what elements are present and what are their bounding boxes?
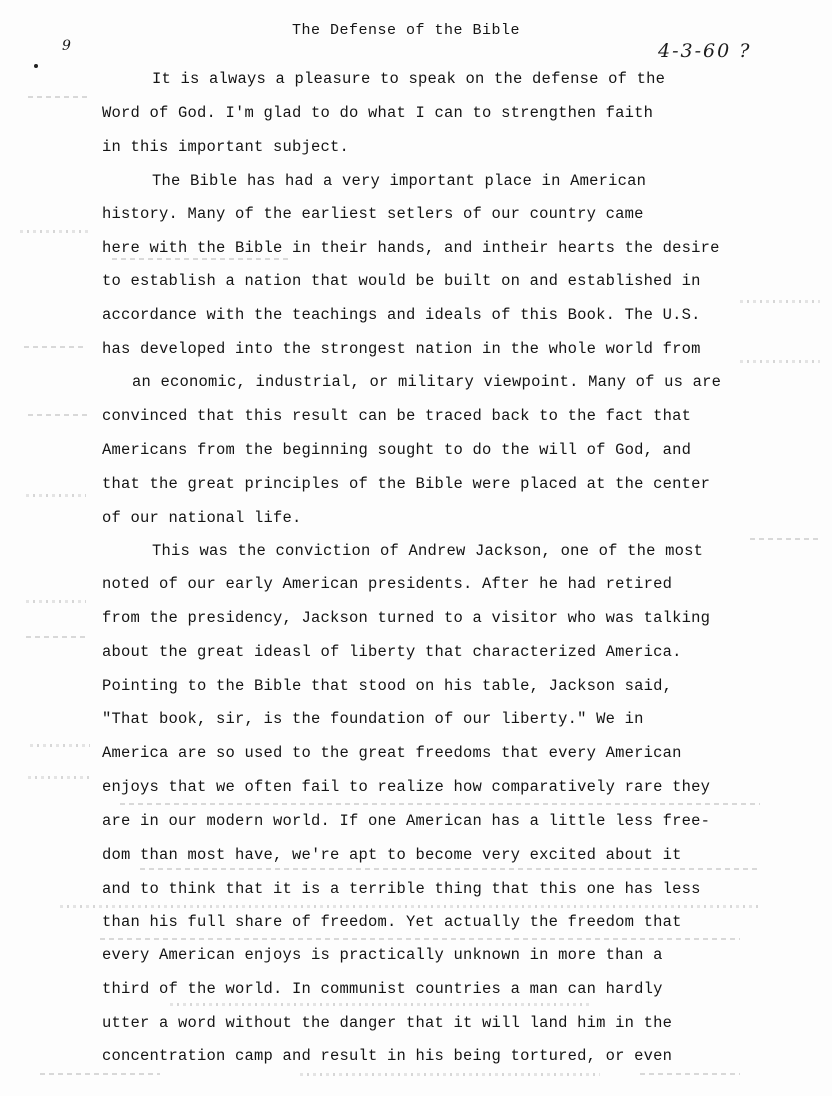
bleed-through-mark — [750, 538, 820, 540]
text-line: dom than most have, we're apt to become very excited about it — [102, 846, 682, 864]
text-line: Pointing to the Bible that stood on his table, Jackson said, — [102, 677, 673, 695]
bleed-through-mark — [28, 414, 88, 416]
bleed-through-mark — [140, 868, 760, 870]
text-line: that the great principles of the Bible were placed at the center — [102, 475, 711, 493]
handwritten-date: 4-3-60 ? — [658, 40, 752, 62]
bleed-through-mark — [100, 938, 740, 940]
text-line: from the presidency, Jackson turned to a visitor who was talking — [102, 609, 711, 627]
text-line: about the great ideasl of liberty that characterized America. — [102, 643, 682, 661]
text-line: enjoys that we often fail to realize how comparatively rare they — [102, 778, 711, 796]
text-line: concentration camp and result in his being tortured, or even — [102, 1047, 673, 1065]
text-line: here with the Bible in their hands, and intheir hearts the desire — [102, 239, 720, 257]
text-line: history. Many of the earliest setlers of our country came — [102, 205, 644, 223]
text-line: Word of God. I'm glad to do what I can to strengthen faith — [102, 104, 654, 122]
text-line: Americans from the beginning sought to do the will of God, and — [102, 441, 692, 459]
bleed-through-mark — [20, 230, 90, 233]
text-line: convinced that this result can be traced back to the fact that — [102, 407, 692, 425]
text-line: an economic, industrial, or military viewpoint. Many of us are — [132, 373, 722, 391]
text-line: accordance with the teachings and ideals of this Book. The U.S. — [102, 306, 701, 324]
text-line: and to think that it is a terrible thing that this one has less — [102, 880, 701, 898]
text-line: has developed into the strongest nation in the whole world from — [102, 340, 701, 358]
bleed-through-mark — [40, 1073, 160, 1075]
bleed-through-mark — [740, 300, 820, 303]
page-title: The Defense of the Bible — [291, 22, 521, 39]
text-line: in this important subject. — [102, 138, 350, 156]
text-line: to establish a nation that would be built on and established in — [102, 272, 701, 290]
bleed-through-mark — [26, 636, 86, 638]
bleed-through-mark — [120, 803, 760, 805]
bleed-through-mark — [30, 744, 90, 747]
text-line: third of the world. In communist countries a man can hardly — [102, 980, 663, 998]
text-line: than his full share of freedom. Yet actually the freedom that — [102, 913, 682, 931]
text-line: The Bible has had a very important place in American — [152, 172, 647, 190]
bleed-through-mark — [28, 96, 88, 98]
bleed-through-mark — [60, 905, 760, 908]
bleed-through-mark — [26, 494, 86, 497]
bleed-through-mark — [112, 258, 292, 260]
text-line: every American enjoys is practically unknown in more than a — [102, 946, 663, 964]
text-line: This was the conviction of Andrew Jackson, one of the most — [152, 542, 704, 560]
text-line: are in our modern world. If one American has a little less free- — [102, 812, 711, 830]
text-line: noted of our early American presidents. After he had retired — [102, 575, 673, 593]
text-line: America are so used to the great freedoms that every American — [102, 744, 682, 762]
text-line: It is always a pleasure to speak on the defense of the — [152, 70, 666, 88]
bleed-through-mark — [300, 1073, 600, 1076]
bleed-through-mark — [24, 346, 84, 348]
bleed-through-mark — [170, 1003, 590, 1006]
bleed-through-mark — [740, 360, 820, 363]
text-line: of our national life. — [102, 509, 302, 527]
margin-dot — [34, 64, 38, 68]
bleed-through-mark — [640, 1073, 740, 1075]
text-line: utter a word without the danger that it will land him in the — [102, 1014, 673, 1032]
text-line: "That book, sir, is the foundation of our liberty." We in — [102, 710, 644, 728]
bleed-through-mark — [26, 600, 86, 603]
bleed-through-mark — [28, 776, 90, 779]
margin-mark: 9 — [62, 38, 71, 54]
